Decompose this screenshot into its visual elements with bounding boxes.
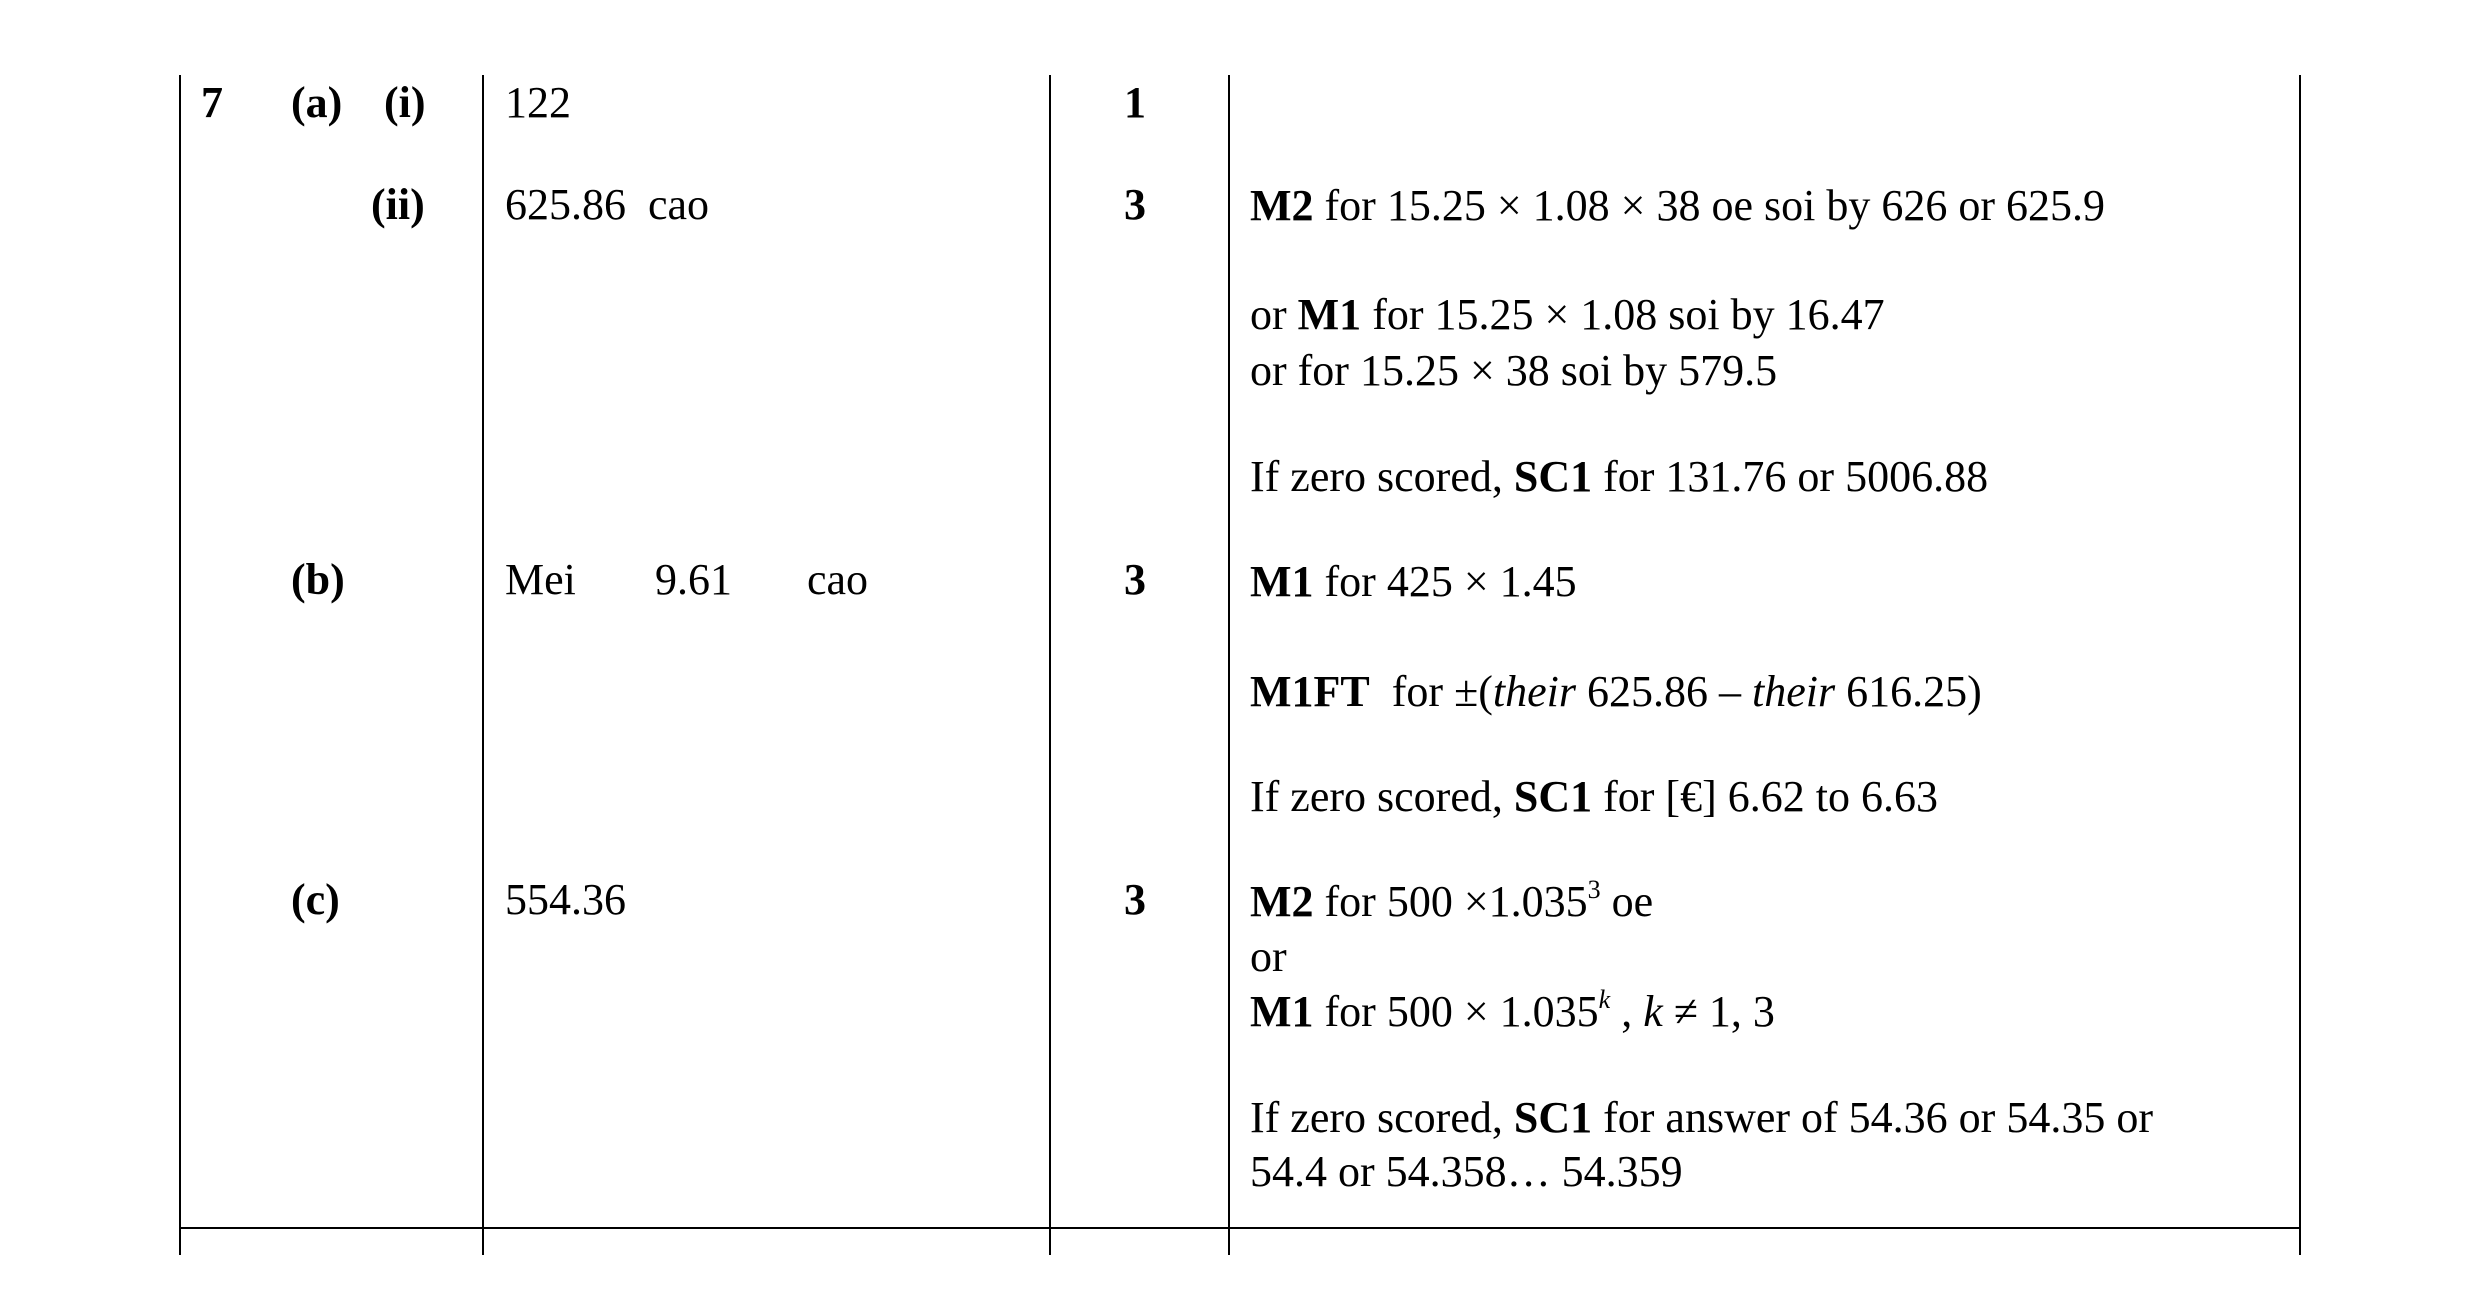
guidance-a-ii-line-1 <box>1250 178 2105 234</box>
guidance-a-ii-line-3: or for 15.25 × 38 soi by 579.5 <box>1250 346 1778 395</box>
guidance-text: for ±( <box>1391 667 1493 716</box>
answer-c: 554.36 <box>505 875 626 924</box>
answer-b-note: cao <box>807 555 869 604</box>
mark-code: M2 <box>1250 181 1314 230</box>
guidance-their: their <box>1492 667 1576 716</box>
column-divider-marks <box>1049 75 1051 1255</box>
mark-code: M1 <box>1297 290 1362 339</box>
guidance-text: for [€] 6.62 to 6.63 <box>1603 772 1938 821</box>
part-c-label: (c) <box>291 875 340 924</box>
guidance-text: for 15.25 × 1.08 soi by 16.47 <box>1372 290 1885 339</box>
guidance-text: If zero scored, <box>1250 1093 1503 1142</box>
mark-code: SC1 <box>1513 452 1593 501</box>
guidance-text: for 425 × 1.45 <box>1324 557 1577 606</box>
guidance-c-line-3 <box>1250 984 1775 1040</box>
guidance-b-line-3 <box>1250 769 1938 825</box>
exponent: k <box>1598 985 1611 1014</box>
answer-a-ii <box>505 177 709 233</box>
guidance-text: If zero scored, <box>1250 452 1503 501</box>
marks-b: 3 <box>1124 555 1146 604</box>
question-number: 7 <box>201 78 223 127</box>
mark-code: M2 <box>1250 877 1314 926</box>
exponent: 3 <box>1587 875 1601 904</box>
guidance-text: 616.25) <box>1846 667 1982 716</box>
guidance-text: ≠ 1, 3 <box>1673 987 1775 1036</box>
mark-code: SC1 <box>1513 772 1593 821</box>
marks-c: 3 <box>1124 875 1146 924</box>
guidance-c-line-1 <box>1250 874 1653 930</box>
mark-code: M1FT <box>1250 667 1370 716</box>
part-a-label: (a) <box>291 78 343 127</box>
part-a-i-label: (i) <box>384 78 426 127</box>
marks-a-ii: 3 <box>1124 180 1146 229</box>
answer-b-value: 9.61 <box>655 555 732 604</box>
answer-a-i: 122 <box>505 78 571 127</box>
guidance-text: , <box>1621 987 1633 1036</box>
guidance-text: for 500 ×1.035 <box>1324 877 1588 926</box>
guidance-c-line-2: or <box>1250 932 1287 981</box>
guidance-text: for 15.25 × 1.08 × 38 oe soi by 626 or 625.9 <box>1324 181 2105 230</box>
guidance-text: oe <box>1611 877 1654 926</box>
table-border-right <box>2299 75 2301 1255</box>
guidance-a-ii-line-2 <box>1250 287 1885 343</box>
answer-a-ii-value: 625.86 <box>505 180 626 229</box>
mark-code: SC1 <box>1513 1093 1593 1142</box>
guidance-text: for answer of 54.36 or 54.35 or <box>1603 1093 2153 1142</box>
mark-code: M1 <box>1250 987 1314 1036</box>
guidance-their: their <box>1751 667 1836 716</box>
mark-code: M1 <box>1250 557 1314 606</box>
guidance-b-line-2 <box>1250 664 1982 720</box>
part-b-label: (b) <box>291 555 345 604</box>
guidance-text: If zero scored, <box>1250 772 1503 821</box>
guidance-a-ii-line-4 <box>1250 449 1988 505</box>
column-divider-guidance <box>1228 75 1230 1255</box>
guidance-text: for 500 × 1.035 <box>1324 987 1599 1036</box>
column-divider-answer <box>482 75 484 1255</box>
answer-b-name: Mei <box>505 555 576 604</box>
part-a-ii-label: (ii) <box>371 180 425 229</box>
marks-a-i: 1 <box>1124 78 1146 127</box>
guidance-b-line-1 <box>1250 554 1577 610</box>
row-divider <box>179 1227 2301 1229</box>
guidance-variable: k <box>1643 987 1663 1036</box>
guidance-text: 625.86 – <box>1586 667 1741 716</box>
guidance-text: for 131.76 or 5006.88 <box>1603 452 1989 501</box>
guidance-text: or <box>1250 290 1287 339</box>
guidance-c-line-5: 54.4 or 54.358… 54.359 <box>1250 1147 1683 1196</box>
guidance-c-line-4 <box>1250 1090 2153 1146</box>
table-border-left <box>179 75 181 1255</box>
answer-a-ii-note: cao <box>648 180 710 229</box>
